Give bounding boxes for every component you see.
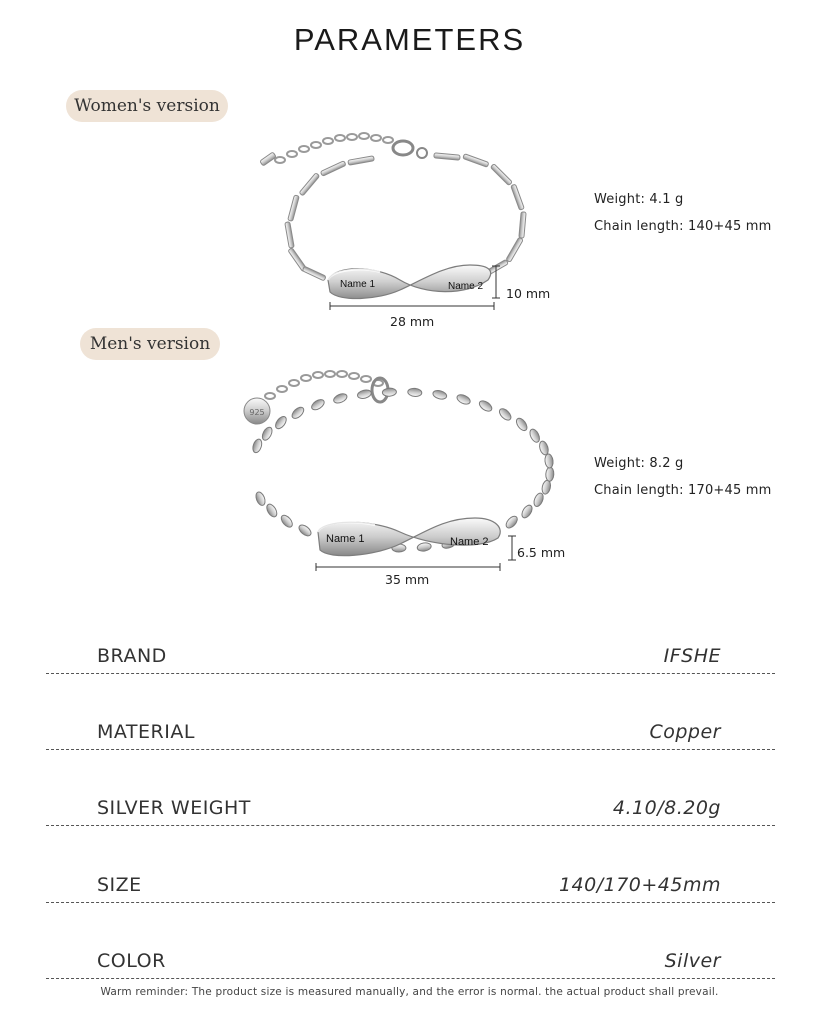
- spec-row-brand: [46, 633, 775, 674]
- curb-link: [538, 440, 550, 456]
- women-dim-width: 28 mm: [390, 314, 435, 329]
- spec-label: SIZE: [97, 874, 142, 896]
- curb-link: [417, 542, 432, 552]
- spec-row-color: [46, 938, 775, 979]
- warm-reminder: Warm reminder: The product size is measured manually, and the error is normal. the actual product shall prevail.: [100, 986, 719, 998]
- curb-link: [251, 438, 263, 454]
- women-bracelet-image: [250, 120, 550, 330]
- curb-link: [545, 467, 554, 481]
- curb-link: [310, 398, 326, 412]
- curb-link: [332, 392, 348, 405]
- bar-chain: [285, 153, 526, 281]
- curb-link: [504, 514, 519, 530]
- spec-value: Copper: [649, 721, 721, 743]
- curb-chain: [251, 388, 554, 552]
- men-weight: Weight: 8.2 g: [594, 456, 684, 471]
- spec-value: 4.10/8.20g: [612, 797, 721, 819]
- curb-link: [497, 407, 513, 423]
- curb-link: [290, 405, 306, 420]
- women-version-tag: Women's version: [66, 90, 228, 122]
- curb-link: [478, 399, 494, 414]
- curb-link: [520, 503, 534, 519]
- curb-link: [273, 415, 288, 431]
- women-weight: Weight: 4.1 g: [594, 192, 684, 207]
- charm-text: 925: [249, 408, 265, 417]
- curb-link: [514, 416, 529, 432]
- curb-link: [456, 393, 472, 406]
- curb-link: [528, 428, 541, 444]
- curb-link: [297, 523, 313, 538]
- curb-link: [432, 389, 448, 400]
- women-plate-name1: Name 1: [340, 279, 376, 290]
- page-title: PARAMETERS: [293, 22, 526, 57]
- curb-link: [279, 513, 294, 529]
- spec-label: COLOR: [97, 950, 166, 972]
- extension-chain: [275, 133, 393, 163]
- curb-link: [532, 492, 545, 508]
- curb-link: [260, 426, 274, 442]
- curb-link: [544, 454, 554, 469]
- women-chain-length: Chain length: 140+45 mm: [594, 219, 772, 234]
- spec-value: 140/170+45mm: [558, 874, 721, 896]
- spec-row-size: [46, 862, 775, 903]
- women-dim-height: 10 mm: [506, 286, 551, 301]
- curb-link: [541, 479, 552, 494]
- men-chain-length: Chain length: 170+45 mm: [594, 483, 772, 498]
- curb-link: [407, 388, 422, 397]
- curb-link: [265, 502, 279, 518]
- women-plate-name2: Name 2: [448, 281, 484, 292]
- curb-link: [382, 388, 397, 397]
- men-dim-height: 6.5 mm: [517, 545, 566, 560]
- spec-row-silver-weight: [46, 785, 775, 826]
- men-version-tag: Men's version: [80, 328, 220, 360]
- spec-label: MATERIAL: [97, 721, 195, 743]
- spec-label: BRAND: [97, 645, 167, 667]
- men-plate-name1: Name 1: [326, 533, 365, 545]
- spec-label: SILVER WEIGHT: [97, 797, 251, 819]
- men-plate-name2: Name 2: [450, 536, 489, 548]
- spec-row-material: [46, 709, 775, 750]
- spec-value: IFSHE: [663, 645, 721, 667]
- curb-link: [357, 389, 372, 400]
- curb-link: [254, 491, 267, 507]
- men-dim-width: 35 mm: [385, 572, 430, 587]
- spec-value: Silver: [664, 950, 721, 972]
